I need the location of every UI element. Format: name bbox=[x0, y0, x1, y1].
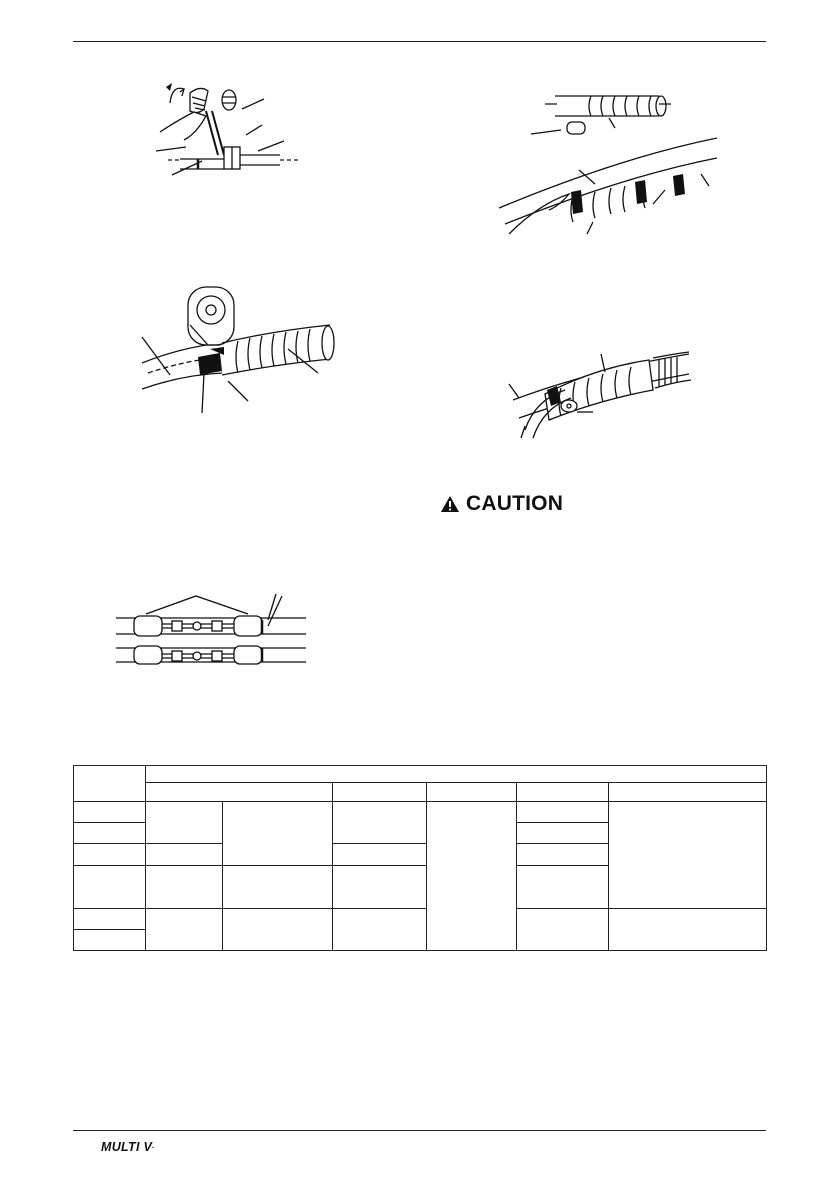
table-subheader-cell bbox=[427, 783, 517, 802]
table-cell bbox=[609, 908, 767, 950]
table-cell bbox=[333, 802, 427, 844]
insulated-joint-figure bbox=[495, 88, 735, 238]
table-subheader-cell bbox=[517, 783, 609, 802]
table-row-label bbox=[74, 823, 146, 844]
table-subheader-cell bbox=[146, 783, 333, 802]
wrench-flare-nut-icon bbox=[150, 75, 300, 185]
table-cell bbox=[517, 865, 609, 908]
table-cell bbox=[517, 802, 609, 823]
caution-label: CAUTION bbox=[466, 492, 564, 515]
table-cell bbox=[223, 908, 333, 950]
table-row-label bbox=[74, 908, 146, 929]
table-cell bbox=[609, 802, 767, 909]
header-rule bbox=[73, 41, 766, 42]
warning-triangle-icon bbox=[440, 495, 460, 513]
logo-mark: . bbox=[152, 1141, 155, 1150]
table-header-span bbox=[146, 766, 767, 783]
footer-rule bbox=[73, 1130, 766, 1131]
joined-pipe-pair-icon bbox=[110, 590, 310, 665]
table-cell bbox=[333, 865, 427, 908]
wrench-flare-nut-figure bbox=[150, 75, 300, 185]
table-cell bbox=[333, 844, 427, 865]
table-cell bbox=[333, 908, 427, 950]
table-cell bbox=[517, 823, 609, 844]
table-cell bbox=[427, 802, 517, 951]
table-row-label bbox=[74, 929, 146, 950]
caution-heading bbox=[440, 491, 563, 517]
table-subheader-cell bbox=[609, 783, 767, 802]
table-corner-cell bbox=[74, 766, 146, 802]
table-cell bbox=[517, 844, 609, 865]
insulated-pipe-joint-icon bbox=[495, 88, 735, 238]
table-cell bbox=[146, 865, 223, 908]
drain-hose-figure bbox=[505, 340, 705, 440]
table-cell bbox=[146, 802, 223, 844]
tape-wrapping-pipe-icon bbox=[138, 285, 338, 415]
table-cell bbox=[223, 865, 333, 908]
table-row-label bbox=[74, 844, 146, 865]
table-row-label bbox=[74, 802, 146, 823]
table-subheader-cell bbox=[333, 783, 427, 802]
table-cell bbox=[223, 802, 333, 865]
spec-table bbox=[73, 765, 767, 951]
table-row-label bbox=[74, 865, 146, 908]
table-cell bbox=[146, 908, 223, 950]
joined-pipes-figure bbox=[110, 590, 310, 665]
table-cell bbox=[146, 844, 223, 865]
multi-v-logo bbox=[101, 1140, 155, 1154]
table-cell bbox=[517, 908, 609, 950]
logo-text: MULTI V bbox=[101, 1140, 153, 1154]
tape-wrapping-figure bbox=[138, 285, 338, 415]
drain-hose-wrapped-pipe-icon bbox=[505, 340, 705, 440]
